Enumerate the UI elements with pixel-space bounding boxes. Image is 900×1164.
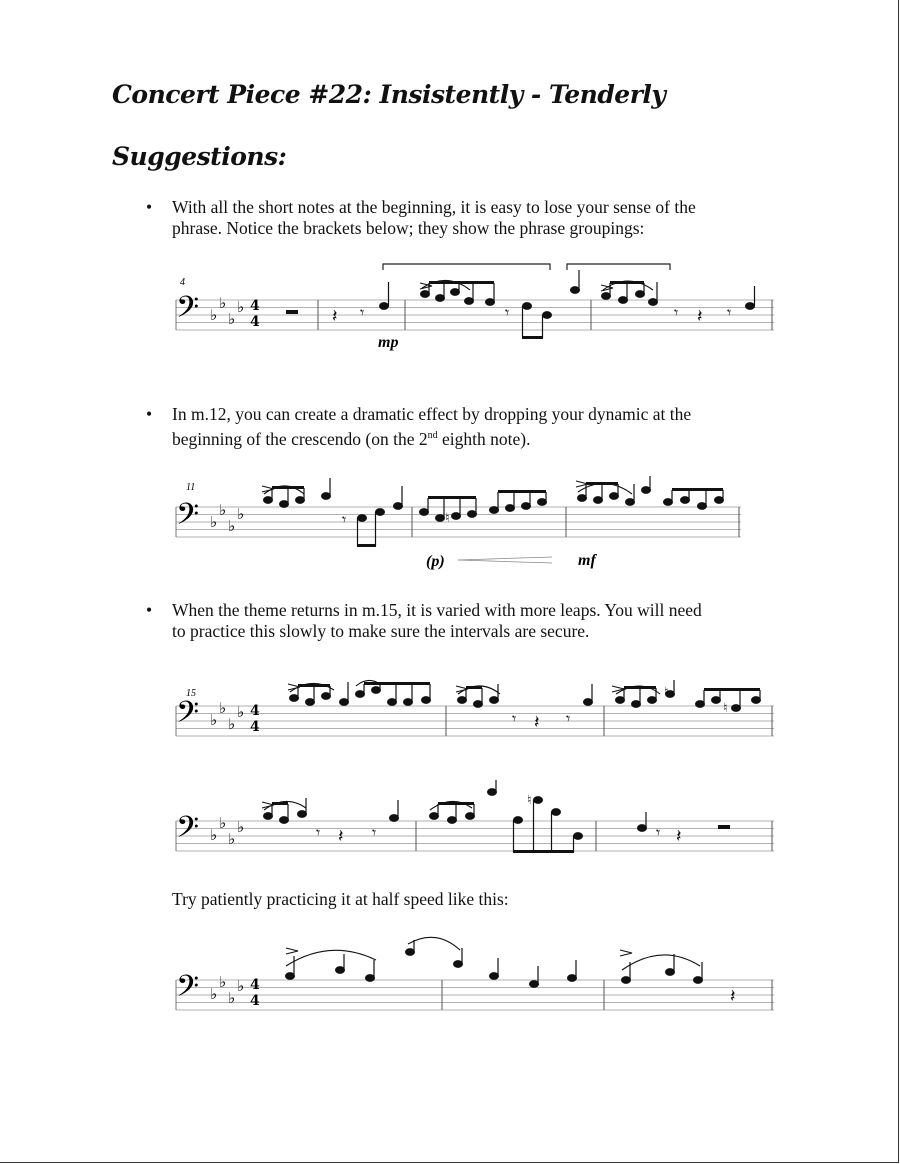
- half-rest: [286, 310, 298, 314]
- half-rest: [718, 825, 730, 829]
- bullet-line-pre: beginning of the crescendo (on the 2: [172, 428, 428, 449]
- eighth-rest: 𝄾: [656, 823, 661, 842]
- bullet-line: When the theme returns in m.15, it is varied with more leaps. You will need: [172, 600, 702, 620]
- flat-sign: ♭: [219, 814, 227, 832]
- note: [746, 303, 755, 310]
- key-signature: [210, 699, 244, 733]
- time-sig-top: 4: [250, 703, 260, 719]
- section-heading: Suggestions:: [112, 142, 287, 171]
- flat-sign: ♭: [210, 711, 218, 729]
- dynamic-marking: mp: [378, 334, 399, 351]
- notes: [264, 476, 724, 547]
- quarter-rest: 𝄽: [534, 712, 540, 733]
- time-sig-top: 4: [250, 977, 260, 993]
- bass-clef: 𝄢: [176, 970, 200, 1011]
- staff-lines: [176, 706, 774, 851]
- quarter-rest: 𝄽: [332, 306, 338, 327]
- measure-number: 4: [180, 277, 185, 288]
- note: [523, 303, 532, 310]
- time-signature: [250, 977, 260, 1009]
- music-example-2: [0, 470, 900, 580]
- bullet-text: [172, 404, 772, 450]
- flat-sign: ♭: [210, 985, 218, 1003]
- key-signature: [210, 973, 244, 1007]
- bullet-line-post: eighth note).: [437, 428, 531, 449]
- time-signature: [250, 703, 260, 735]
- flat-sign: ♭: [210, 306, 218, 324]
- flat-sign: ♭: [228, 517, 236, 535]
- bullet-line: In m.12, you can create a dramatic effect by dropping your dynamic at the: [172, 404, 692, 424]
- flat-sign: ♭: [228, 830, 236, 848]
- note: [571, 287, 580, 294]
- music-example-3: [0, 670, 900, 860]
- dynamic-marking: (p): [426, 553, 445, 570]
- bullet-marker: •: [146, 600, 153, 620]
- quarter-rest: 𝄽: [730, 986, 736, 1007]
- bullet-text: [172, 197, 772, 239]
- eighth-rest: 𝄾: [372, 823, 377, 842]
- bass-clef: 𝄢: [176, 696, 200, 737]
- practice-instruction: Try patiently practicing it at half speed like this:: [172, 889, 509, 909]
- flat-sign: ♭: [228, 715, 236, 733]
- bullet-marker: •: [146, 404, 153, 424]
- quarter-rest: 𝄽: [697, 306, 703, 327]
- eighth-rest: 𝄾: [342, 510, 347, 529]
- ordinal-suffix: nd: [427, 430, 438, 441]
- notes: [290, 680, 761, 733]
- staff-lines: [176, 980, 774, 1010]
- eighth-rest: 𝄾: [360, 303, 365, 322]
- flat-sign: ♭: [237, 505, 245, 523]
- note: [543, 312, 552, 319]
- page-title: Concert Piece #22: Insistently - Tenderly: [112, 80, 666, 109]
- eighth-rest: 𝄾: [512, 709, 517, 728]
- note: [486, 299, 495, 306]
- quarter-rest: 𝄽: [676, 826, 682, 847]
- slurs: [262, 481, 632, 494]
- crescendo-hairpin: [458, 557, 552, 563]
- bass-clef: 𝄢: [176, 291, 200, 332]
- note: [436, 295, 445, 302]
- eighth-rest: 𝄾: [674, 303, 679, 322]
- staff-lines: [176, 300, 774, 330]
- bullet-line: phrase. Notice the brackets below; they show the phrase groupings:: [172, 218, 645, 238]
- bullet-marker: •: [146, 197, 153, 217]
- note: [465, 298, 474, 305]
- eighth-rest: 𝄾: [505, 303, 510, 322]
- bass-clef: 𝄢: [176, 811, 200, 852]
- natural-sign: ♮: [723, 701, 728, 716]
- natural-sign: ♮: [527, 793, 532, 808]
- key-signature: [210, 501, 244, 535]
- natural-sign: ♮: [445, 511, 450, 526]
- slurs: [286, 937, 700, 970]
- notes: [286, 270, 755, 339]
- quarter-rest: 𝄽: [338, 826, 344, 847]
- dynamic-marking: mf: [578, 552, 596, 569]
- staff-lines: [176, 507, 741, 537]
- flat-sign: ♭: [219, 501, 227, 519]
- flat-sign: ♭: [237, 818, 245, 836]
- notes: [286, 940, 736, 1007]
- time-signature: [250, 298, 260, 330]
- notes: [264, 780, 731, 853]
- flat-sign: ♭: [210, 826, 218, 844]
- time-sig-bottom: 4: [250, 314, 260, 330]
- bullet-line: With all the short notes at the beginning, it is easy to lose your sense of the: [172, 197, 696, 217]
- bullet-line: to practice this slowly to make sure the intervals are secure.: [172, 621, 590, 641]
- time-sig-top: 4: [250, 298, 260, 314]
- phrase-brackets: [383, 264, 670, 270]
- flat-sign: ♭: [228, 310, 236, 328]
- flat-sign: ♭: [219, 699, 227, 717]
- note: [636, 291, 645, 298]
- bullet-line: [172, 425, 772, 450]
- time-sig-bottom: 4: [250, 993, 260, 1009]
- key-signature: [210, 814, 244, 848]
- note: [421, 291, 430, 298]
- bullet-text: [172, 600, 772, 642]
- eighth-rest: 𝄾: [727, 303, 732, 322]
- flat-sign: ♭: [210, 513, 218, 531]
- time-sig-bottom: 4: [250, 719, 260, 735]
- flat-sign: ♭: [219, 294, 227, 312]
- note: [619, 297, 628, 304]
- natural-sign: ♮: [664, 685, 669, 700]
- flat-sign: ♭: [237, 298, 245, 316]
- eighth-rest: 𝄾: [566, 709, 571, 728]
- flat-sign: ♭: [219, 973, 227, 991]
- flat-sign: ♭: [237, 703, 245, 721]
- measure-number: 11: [186, 482, 196, 493]
- flat-sign: ♭: [237, 977, 245, 995]
- note: [380, 303, 389, 310]
- flat-sign: ♭: [228, 989, 236, 1007]
- music-example-4: [0, 930, 900, 1020]
- note: [602, 293, 611, 300]
- measure-number: 15: [186, 688, 196, 699]
- note: [451, 289, 460, 296]
- music-example-1: [0, 250, 900, 360]
- note: [649, 299, 658, 306]
- eighth-rest: 𝄾: [316, 823, 321, 842]
- bass-clef: 𝄢: [176, 498, 200, 539]
